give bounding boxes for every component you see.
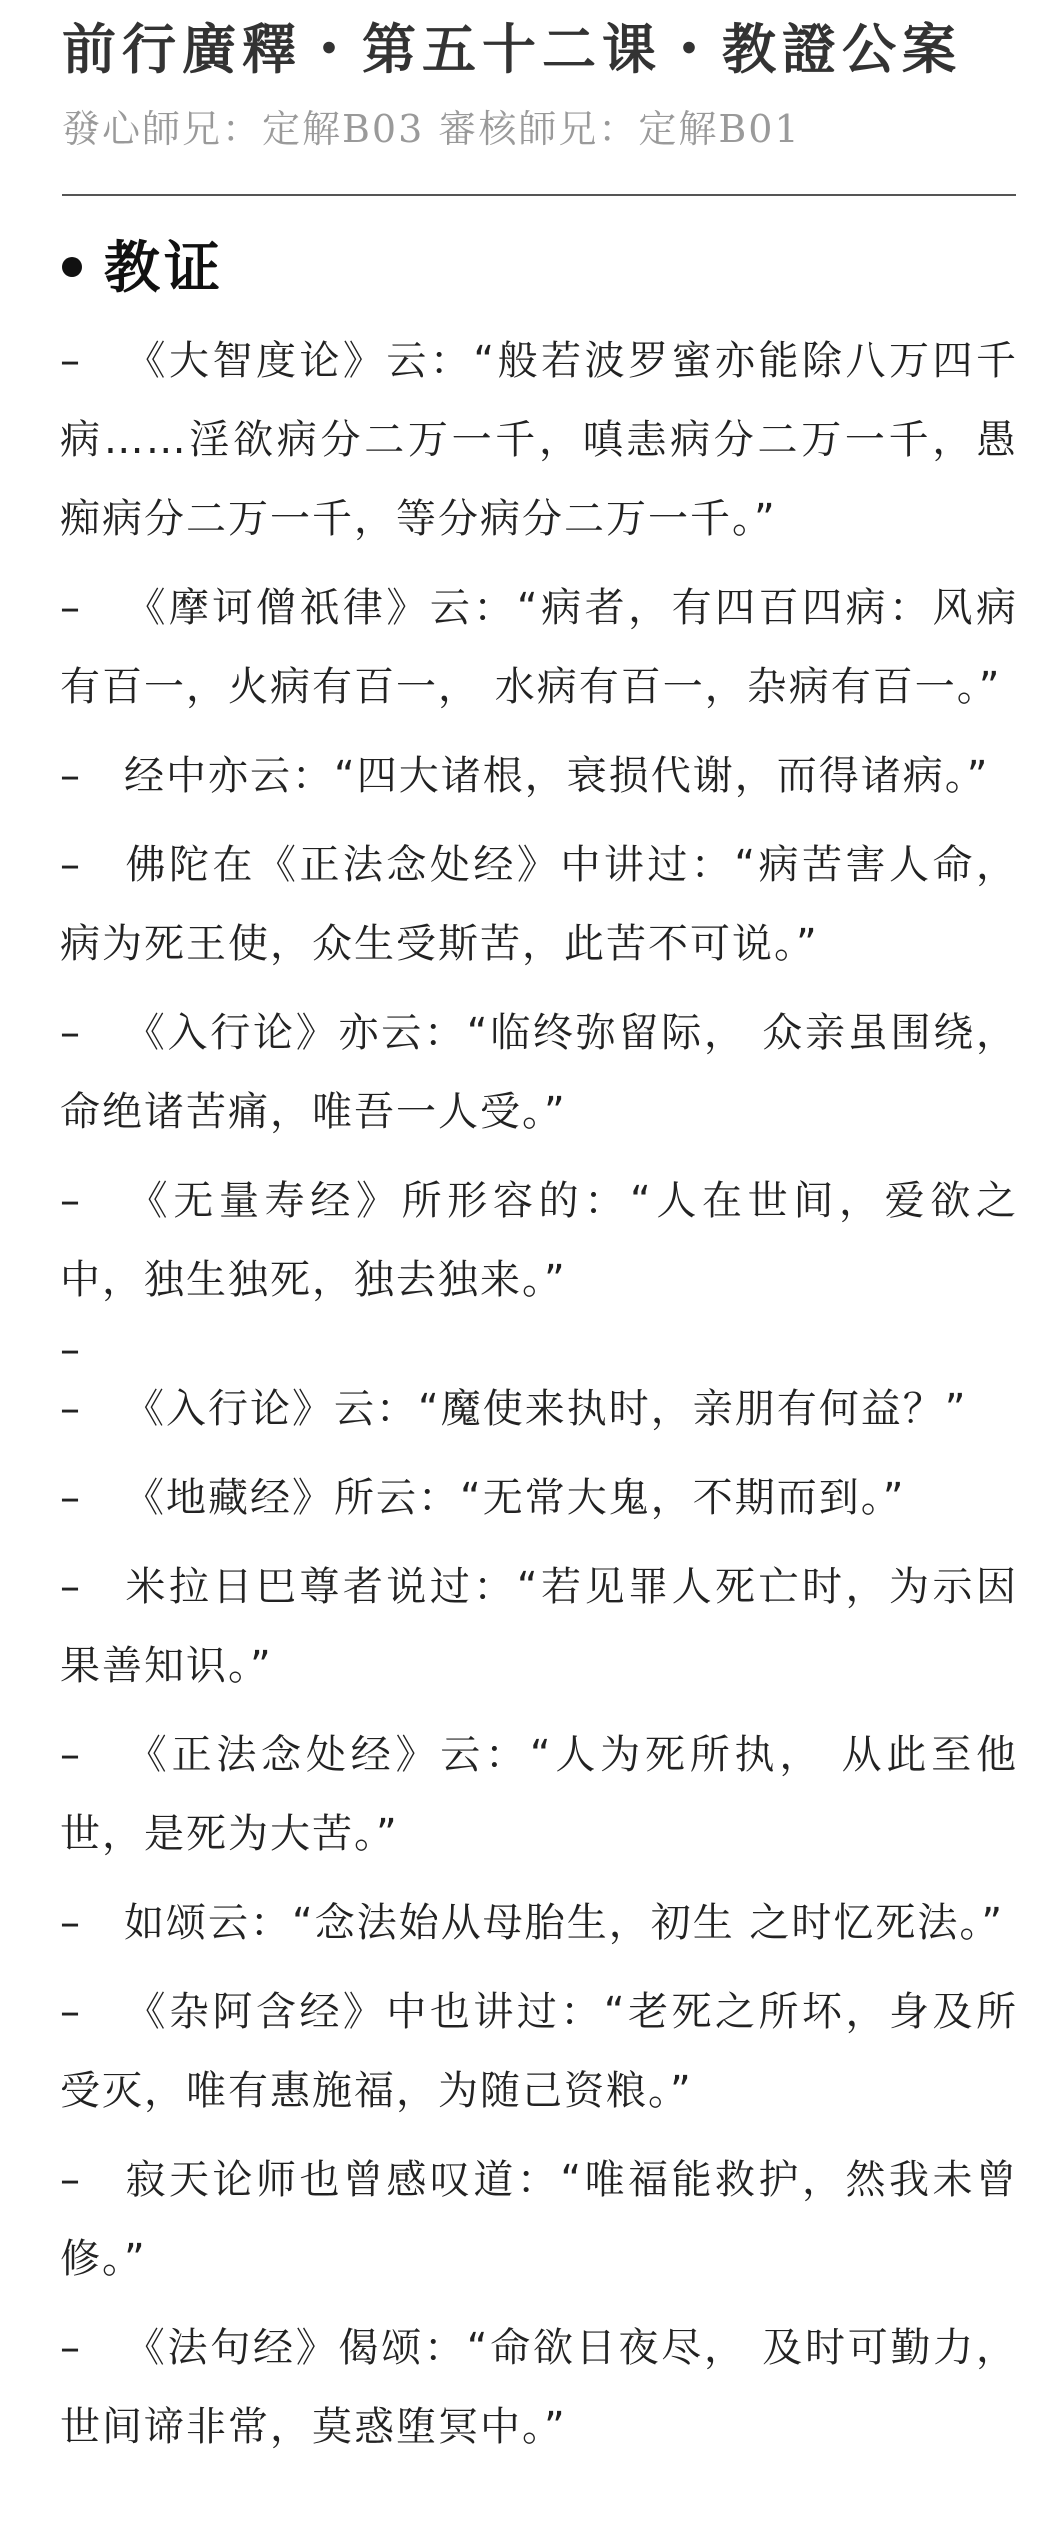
- dash-marker: –: [60, 2325, 82, 2371]
- quote-item: [60, 1162, 1018, 1320]
- dash-marker: –: [60, 338, 82, 384]
- quote-text: 经中亦云：“四大诸根，衰损代谢，而得诸病。”: [124, 753, 990, 799]
- quote-item: [60, 1973, 1018, 2131]
- dash-marker: –: [60, 1900, 82, 1946]
- dash-marker: –: [60, 753, 82, 799]
- dash-marker: –: [60, 585, 82, 631]
- quote-item: [60, 1459, 1018, 1538]
- dash-marker: –: [60, 1010, 82, 1056]
- quote-text: 《法句经》偈颂：“命欲日夜尽， 及时可勤力，世间谛非常，莫惑堕冥中。”: [60, 2325, 1018, 2450]
- quote-item: [60, 322, 1018, 559]
- quote-item: [60, 2141, 1018, 2299]
- quote-text: 米拉日巴尊者说过：“若见罪人死亡时，为示因果善知识。”: [60, 1564, 1018, 1689]
- quote-text: 《大智度论》云：“般若波罗蜜亦能除八万四千病……淫欲病分二万一千，嗔恚病分二万一千，愚痴病分二万一千，等分病分二万一千。”: [60, 338, 1018, 542]
- page-title: 前行廣釋・第五十二课・教證公案: [62, 17, 962, 81]
- quote-item: [60, 1548, 1018, 1706]
- quote-item: [60, 2309, 1018, 2467]
- bullet-icon: [62, 257, 82, 277]
- dash-marker: –: [60, 1386, 82, 1432]
- quote-item-empty: [60, 1327, 1018, 1373]
- dash-marker: –: [60, 1564, 82, 1610]
- quote-item: [60, 826, 1018, 984]
- quote-text: 《杂阿含经》中也讲过：“老死之所坏，身及所受灭，唯有惠施福，为随己资粮。”: [60, 1989, 1018, 2114]
- divider: [62, 194, 1016, 196]
- quote-item: [60, 1716, 1018, 1874]
- quote-item: [60, 569, 1018, 727]
- quote-text: 《摩诃僧祇律》云：“病者，有四百四病：风病有百一，火病有百一， 水病有百一，杂病有百一。”: [60, 585, 1018, 710]
- quote-list: [60, 322, 1018, 2477]
- quote-text: 《无量寿经》所形容的：“人在世间，爱欲之中，独生独死，独去独来。”: [60, 1178, 1018, 1303]
- quote-text: 《入行论》云：“魔使来执时，亲朋有何益？”: [124, 1386, 968, 1432]
- quote-text: 《正法念处经》云：“人为死所执， 从此至他世，是死为大苦。”: [60, 1732, 1018, 1857]
- dash-marker: –: [60, 1327, 82, 1373]
- quote-item: [60, 994, 1018, 1152]
- dash-marker: –: [60, 1178, 82, 1224]
- quote-text: 《入行论》亦云：“临终弥留际， 众亲虽围绕，命绝诸苦痛，唯吾一人受。”: [60, 1010, 1018, 1135]
- dash-marker: –: [60, 1732, 82, 1778]
- quote-text: 佛陀在《正法念处经》中讲过：“病苦害人命，病为死王使，众生受斯苦，此苦不可说。”: [60, 842, 1018, 967]
- quote-item: [60, 1370, 1018, 1449]
- quote-text: 寂天论师也曾感叹道：“唯福能救护，然我未曾修。”: [60, 2157, 1018, 2282]
- section-heading: [62, 224, 224, 304]
- quote-item: [60, 737, 1018, 816]
- page-subtitle: 發心師兄：定解B03 審核師兄：定解B01: [62, 107, 801, 151]
- dash-marker: –: [60, 2157, 82, 2203]
- section-title: 教证: [104, 236, 224, 301]
- dash-marker: –: [60, 842, 82, 888]
- dash-marker: –: [60, 1475, 82, 1521]
- quote-item: [60, 1884, 1018, 1963]
- quote-text: 如颂云：“念法始从母胎生，初生 之时忆死法。”: [124, 1900, 1005, 1946]
- quote-text: 《地藏经》所云：“无常大鬼，不期而到。”: [124, 1475, 906, 1521]
- dash-marker: –: [60, 1989, 82, 2035]
